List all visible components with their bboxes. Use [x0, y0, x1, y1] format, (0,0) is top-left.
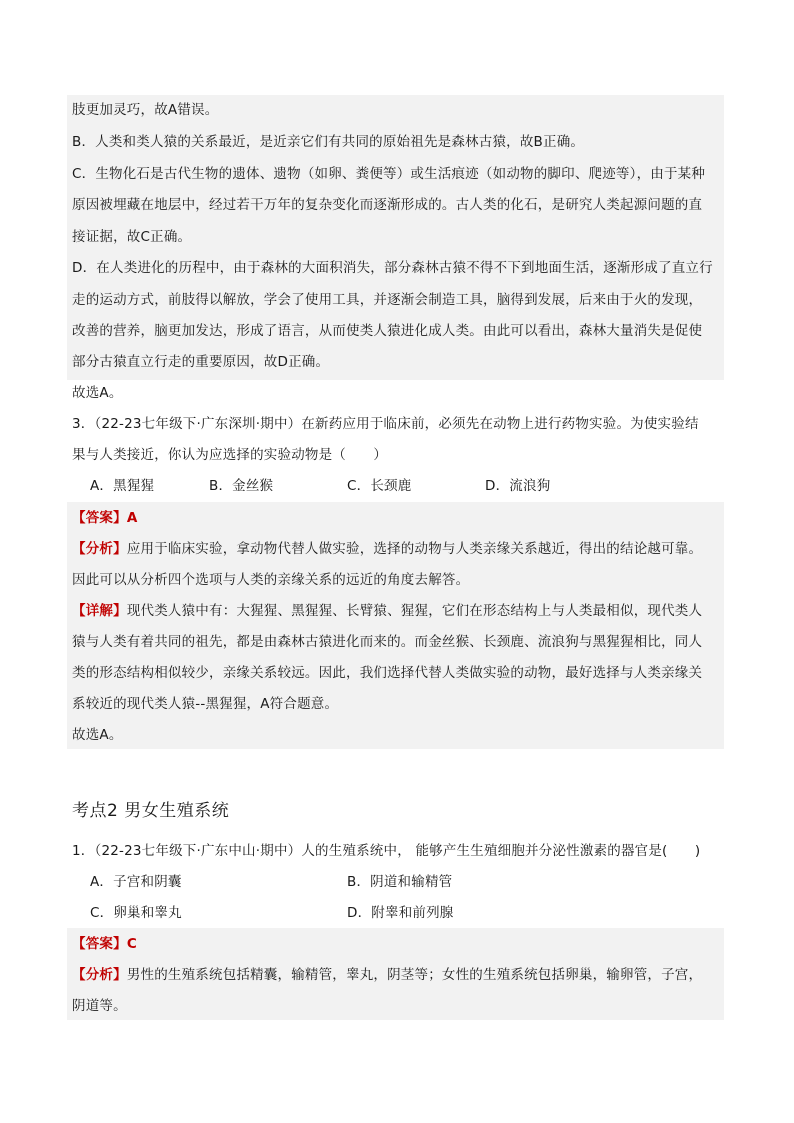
answer-line: [72, 508, 137, 528]
answer-value: C: [126, 936, 137, 952]
analysis-line: 因此可以从分析四个选项与人类的亲缘关系的远近的角度去解答。: [72, 572, 470, 588]
analysis-line: 阴道等。: [72, 998, 127, 1014]
option-b: B．金丝猴: [209, 478, 274, 494]
option-a: A．子宫和阴囊: [90, 874, 182, 890]
option-c: C．长颈鹿: [347, 478, 412, 494]
explanation-line: 部分古猿直立行走的重要原因，故D正确。: [72, 354, 330, 370]
detail-text: 现代类人猿中有：大猩猩、黑猩猩、长臂猿、猩猩，它们在形态结构上与人类最相似，现代类人: [126, 603, 703, 619]
explanation-line: 肢更加灵巧，故A错误。: [72, 102, 219, 118]
option-d: D．附睾和前列腺: [347, 905, 454, 921]
analysis-line: [72, 965, 702, 985]
question-stem: 3．（22-23七年级下·广东深圳·期中）在新药应用于临床前，必须先在动物上进行药物实验。为使实验结: [72, 416, 699, 432]
explanation-line: C．生物化石是古代生物的遗体、遗物（如卵、粪便等）或生活痕迹（如动物的脚印、爬迹等），由于某种: [72, 166, 706, 182]
analysis-line: [72, 539, 702, 559]
answer-line: [72, 934, 137, 954]
explanation-line: 接证据，故C正确。: [72, 229, 192, 245]
answer-tag: 【答案】: [72, 936, 127, 952]
answer-value: A: [126, 510, 138, 526]
analysis-text: 应用于临床实验，拿动物代替人做实验，选择的动物与人类亲缘关系越近，得出的结论越可靠。: [126, 541, 703, 557]
analysis-tag: 【分析】: [72, 541, 127, 557]
option-d: D．流浪狗: [485, 478, 551, 494]
explanation-line: 原因被埋藏在地层中，经过若干万年的复杂变化而逐渐形成的。古人类的化石，是研究人类起源问题的直: [72, 197, 703, 213]
section-title: 考点2 男女生殖系统: [72, 801, 230, 821]
detail-line: 猿与人类有着共同的祖先，都是由森林古猿进化而来的。而金丝猴、长颈鹿、流浪狗与黑猩猩相比，同人: [72, 634, 703, 650]
question-stem: 果与人类接近，你认为应选择的实验动物是（ ）: [72, 447, 388, 463]
explanation-line: 走的运动方式，前肢得以解放，学会了使用工具，并逐渐会制造工具，脑得到发展，后来由于火的发现，: [72, 292, 703, 308]
detail-line: [72, 601, 702, 621]
analysis-tag: 【分析】: [72, 967, 127, 983]
answer-tag: 【答案】: [72, 510, 127, 526]
question-stem: 1．（22-23七年级下·广东中山·期中）人的生殖系统中， 能够产生生殖细胞并分泌性激素的器官是( ): [72, 843, 701, 859]
detail-tag: 【详解】: [72, 603, 127, 619]
conclusion-line: 故选A。: [72, 727, 123, 743]
explanation-line: 改善的营养，脑更加发达，形成了语言，从而使类人猿进化成人类。由此可以看出，森林大量消失是促使: [72, 323, 703, 339]
option-a: A．黑猩猩: [90, 478, 155, 494]
detail-line: 系较近的现代类人猿--黑猩猩，A符合题意。: [72, 696, 339, 712]
explanation-line: B．人类和类人猿的关系最近，是近亲它们有共同的原始祖先是森林古猿，故B正确。: [72, 134, 585, 150]
explanation-line: 故选A。: [72, 385, 123, 401]
option-b: B．阴道和输精管: [347, 874, 453, 890]
option-c: C．卵巢和睾丸: [90, 905, 182, 921]
detail-line: 类的形态结构相似较少，亲缘关系较远。因此，我们选择代替人类做实验的动物，最好选择与人类亲缘关: [72, 665, 703, 681]
analysis-text: 男性的生殖系统包括精囊，输精管，睾丸，阴茎等；女性的生殖系统包括卵巢，输卵管，子宫，: [126, 967, 703, 983]
explanation-line: D．在人类进化的历程中，由于森林的大面积消失，部分森林古猿不得不下到地面生活，逐渐形成了直立行: [72, 260, 713, 276]
